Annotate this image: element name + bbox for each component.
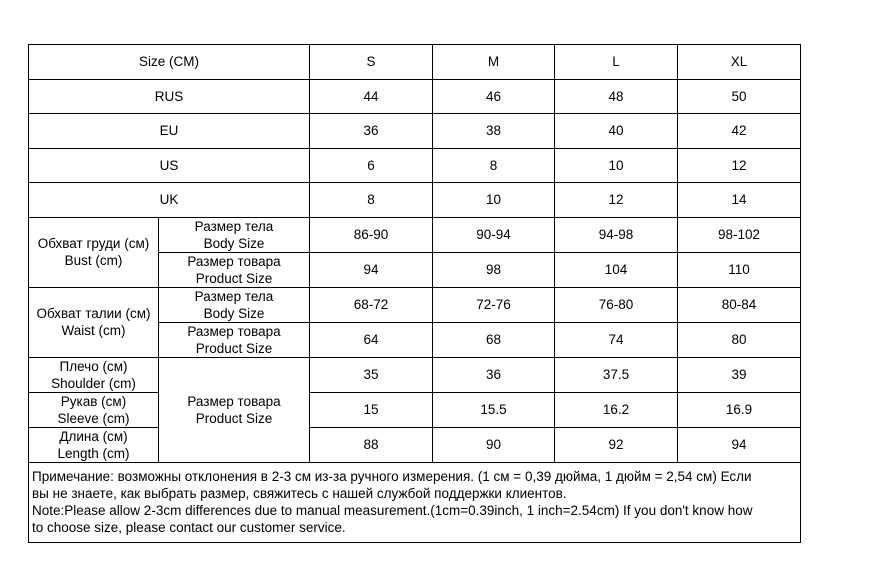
- sublabel-body-size: [159, 217, 310, 252]
- table-cell: 46: [433, 79, 555, 114]
- table-cell: 72-76: [433, 287, 555, 322]
- size-header-l: L: [555, 45, 678, 80]
- bust-label-en: Bust (cm): [64, 253, 123, 268]
- table-row-waist-body: [29, 287, 801, 322]
- table-row-us: [29, 148, 801, 183]
- row-label-bust: [29, 217, 159, 287]
- table-cell: 64: [310, 322, 433, 357]
- table-cell: 8: [310, 183, 433, 218]
- table-cell: 15.5: [433, 392, 555, 427]
- table-cell: 42: [678, 114, 801, 149]
- waist-label-ru: Обхват талии (см): [36, 306, 151, 321]
- row-label-rus: RUS: [29, 79, 310, 114]
- table-cell: 10: [555, 148, 678, 183]
- sublabel-product-size: [159, 252, 310, 287]
- table-cell: 10: [433, 183, 555, 218]
- size-cm-header: Size (CM): [29, 45, 310, 80]
- measurement-note: [29, 462, 801, 542]
- table-cell: 98-102: [678, 217, 801, 252]
- length-label-ru: Длина (см): [59, 428, 128, 444]
- table-cell: 94: [310, 252, 433, 287]
- table-cell: 50: [678, 79, 801, 114]
- table-row-eu: [29, 114, 801, 149]
- sublabel-product-size: [159, 322, 310, 357]
- sublabel-body-size: [159, 287, 310, 322]
- table-cell: 68-72: [310, 287, 433, 322]
- table-row-shoulder: [29, 357, 801, 392]
- sleeve-label-ru: Рукав (см): [60, 393, 127, 409]
- table-row-header: [29, 45, 801, 80]
- body-size-label-en: Body Size: [203, 305, 265, 321]
- table-row-note: [29, 462, 801, 542]
- table-cell: 90: [433, 427, 555, 462]
- note-en-line-2: to choose size, please contact our customer service.: [32, 519, 346, 535]
- table-cell: 94-98: [555, 217, 678, 252]
- table-row-bust-body: [29, 217, 801, 252]
- size-chart-table: [28, 44, 801, 543]
- table-cell: 38: [433, 114, 555, 149]
- table-cell: 90-94: [433, 217, 555, 252]
- size-header-m: M: [433, 45, 555, 80]
- table-row-uk: [29, 183, 801, 218]
- table-cell: 36: [433, 357, 555, 392]
- length-label-en: Length (cm): [57, 445, 130, 461]
- shoulder-label-ru: Плечо (см): [59, 358, 128, 374]
- size-header-xl: XL: [678, 45, 801, 80]
- size-header-s: S: [310, 45, 433, 80]
- row-label-shoulder: [29, 357, 159, 392]
- product-size-label-en: Product Size: [195, 410, 273, 426]
- table-row-sleeve: [29, 392, 801, 427]
- table-row-length: [29, 427, 801, 462]
- table-cell: 80: [678, 322, 801, 357]
- table-row-rus: [29, 79, 801, 114]
- waist-label-en: Waist (cm): [61, 323, 126, 338]
- table-cell: 80-84: [678, 287, 801, 322]
- body-size-label-en: Body Size: [203, 235, 265, 251]
- table-cell: 12: [678, 148, 801, 183]
- table-cell: 44: [310, 79, 433, 114]
- table-cell: 48: [555, 79, 678, 114]
- table-cell: 94: [678, 427, 801, 462]
- shoulder-label-en: Shoulder (cm): [51, 375, 136, 391]
- table-cell: 98: [433, 252, 555, 287]
- product-size-label-ru: Размер товара: [187, 323, 281, 339]
- table-cell: 12: [555, 183, 678, 218]
- product-size-label-en: Product Size: [195, 340, 273, 356]
- row-label-waist: [29, 287, 159, 357]
- sleeve-label-en: Sleeve (cm): [57, 410, 130, 426]
- table-cell: 88: [310, 427, 433, 462]
- table-cell: 104: [555, 252, 678, 287]
- note-ru-line-2: вы не знаете, как выбрать размер, свяжитесь с нашей службой поддержки клиентов.: [32, 485, 567, 501]
- product-size-label-ru: Размер товара: [187, 393, 281, 409]
- product-size-label-en: Product Size: [195, 270, 273, 286]
- sublabel-product-size-group: [159, 357, 310, 462]
- table-cell: 40: [555, 114, 678, 149]
- table-cell: 76-80: [555, 287, 678, 322]
- table-cell: 8: [433, 148, 555, 183]
- table-cell: 74: [555, 322, 678, 357]
- table-cell: 16.9: [678, 392, 801, 427]
- note-ru-line-1: Примечание: возможны отклонения в 2-3 см из-за ручного измерения. (1 см = 0,39 дюйма, 1 дюйм = 2,54 см) Если: [32, 468, 752, 484]
- row-label-sleeve: [29, 392, 159, 427]
- table-cell: 14: [678, 183, 801, 218]
- product-size-label-ru: Размер товара: [187, 253, 281, 269]
- row-label-length: [29, 427, 159, 462]
- table-cell: 6: [310, 148, 433, 183]
- table-cell: 37.5: [555, 357, 678, 392]
- table-cell: 110: [678, 252, 801, 287]
- row-label-eu: EU: [29, 114, 310, 149]
- table-cell: 15: [310, 392, 433, 427]
- table-cell: 39: [678, 357, 801, 392]
- note-en-line-1: Note:Please allow 2-3cm differences due to manual measurement.(1cm=0.39inch, 1 inch=2.54cm) If you don't know how: [32, 502, 753, 518]
- bust-label-ru: Обхват груди (см): [37, 236, 150, 251]
- table-cell: 36: [310, 114, 433, 149]
- table-cell: 16.2: [555, 392, 678, 427]
- row-label-us: US: [29, 148, 310, 183]
- body-size-label-ru: Размер тела: [194, 218, 274, 234]
- table-cell: 35: [310, 357, 433, 392]
- table-cell: 92: [555, 427, 678, 462]
- table-cell: 86-90: [310, 217, 433, 252]
- row-label-uk: UK: [29, 183, 310, 218]
- body-size-label-ru: Размер тела: [194, 288, 274, 304]
- table-cell: 68: [433, 322, 555, 357]
